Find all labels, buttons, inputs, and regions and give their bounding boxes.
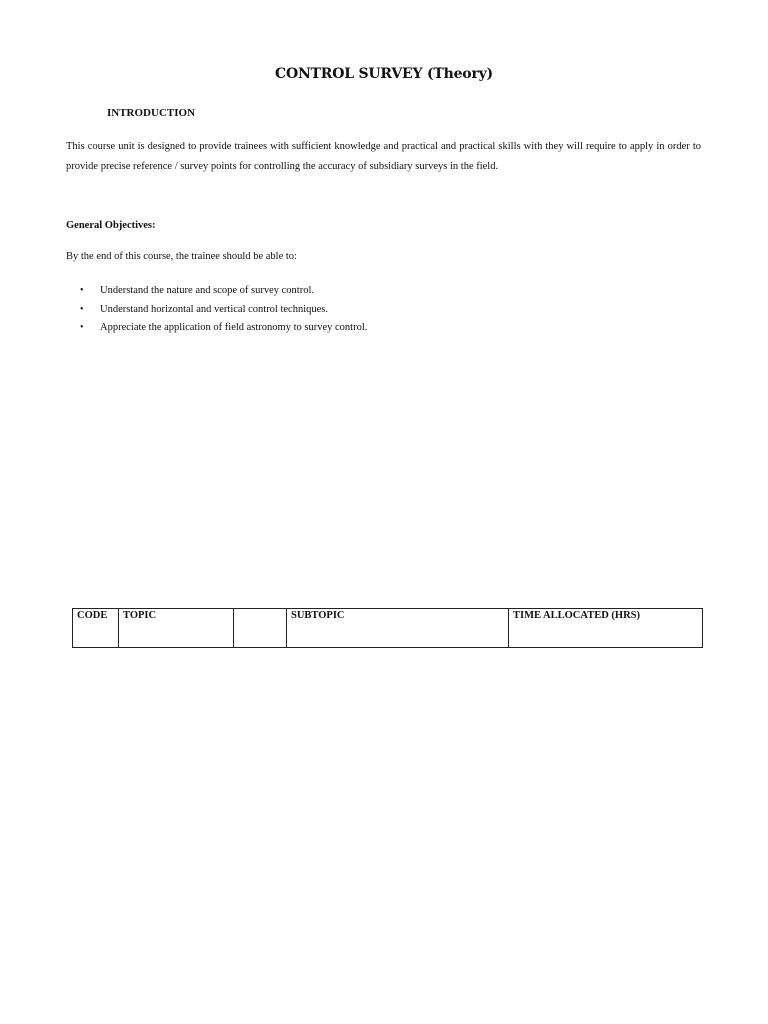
objective-text: Understand horizontal and vertical control techniques. bbox=[100, 303, 329, 315]
document-title: CONTROL SURVEY (Theory) bbox=[275, 66, 493, 82]
introduction-heading: INTRODUCTION bbox=[107, 107, 196, 119]
objective-text: Understand the nature and scope of survey control. bbox=[100, 285, 315, 296]
objectives-list bbox=[78, 283, 367, 339]
subtopic-column-header: SUBTOPIC bbox=[287, 609, 509, 648]
introduction-paragraph: This course unit is designed to provide trainees with sufficient knowledge and practical and practical skills with they will require to apply in order to provide precise reference / survey points for controlling the accuracy of subsidiary surveys in the field. bbox=[66, 141, 701, 172]
objectives-lead-text: By the end of this course, the trainee should be able to: bbox=[66, 251, 297, 262]
code-column-header: CODE bbox=[73, 609, 119, 648]
general-objectives-heading: General Objectives: bbox=[66, 220, 156, 231]
bullet-icon: • bbox=[80, 285, 84, 296]
list-item bbox=[78, 320, 367, 339]
blank-column-header bbox=[234, 609, 287, 648]
bullet-icon: • bbox=[80, 322, 84, 334]
course-topics-table bbox=[72, 608, 703, 648]
objective-text: Appreciate the application of field astronomy to survey control. bbox=[100, 322, 368, 334]
list-item bbox=[78, 302, 367, 321]
table-header-row bbox=[73, 609, 703, 648]
list-item bbox=[78, 283, 367, 302]
bullet-icon: • bbox=[80, 303, 84, 315]
topic-column-header: TOPIC bbox=[119, 609, 234, 648]
time-allocated-column-header: TIME ALLOCATED (HRS) bbox=[509, 609, 703, 648]
